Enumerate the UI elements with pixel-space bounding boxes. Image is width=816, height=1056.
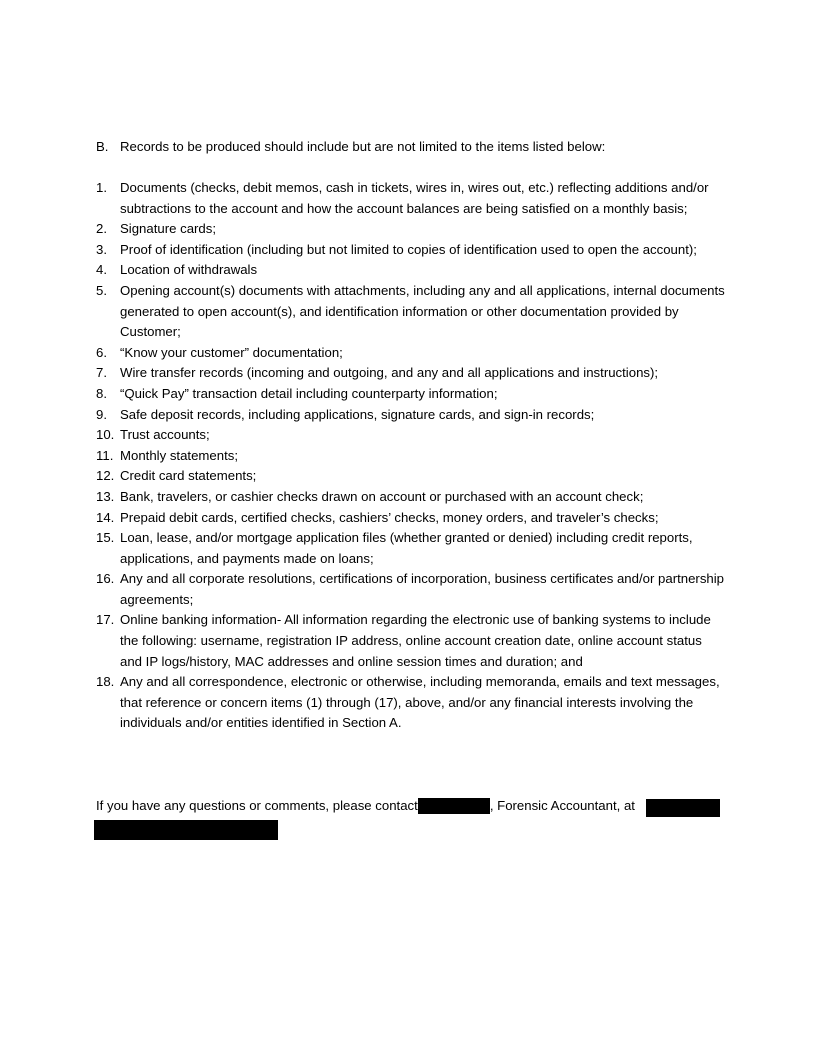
record-number: 15. bbox=[96, 530, 115, 546]
record-text: Proof of identification (including but not limited to copies of identification used to open the account); bbox=[120, 241, 697, 257]
record-item bbox=[96, 487, 726, 508]
record-text: Safe deposit records, including applications, signature cards, and sign-in records; bbox=[120, 406, 595, 422]
record-text: Opening account(s) documents with attachments, including any and all applications, internal documents generated to open account(s), and identification information or other documentation provided by Customer; bbox=[120, 282, 725, 340]
record-item bbox=[96, 260, 726, 281]
record-item bbox=[96, 508, 726, 529]
record-text: Monthly statements; bbox=[120, 447, 239, 463]
record-number: 14. bbox=[96, 509, 115, 525]
record-text: Bank, travelers, or cashier checks drawn on account or purchased with an account check; bbox=[120, 488, 644, 504]
closing-paragraph bbox=[96, 796, 736, 817]
record-number: 3. bbox=[96, 241, 107, 257]
record-number: 9. bbox=[96, 406, 107, 422]
record-number: 10. bbox=[96, 427, 115, 443]
record-item bbox=[96, 672, 726, 734]
record-item bbox=[96, 425, 726, 446]
record-item bbox=[96, 240, 726, 261]
redacted-contact-name bbox=[418, 798, 490, 814]
records-list bbox=[96, 178, 726, 734]
section-b-heading bbox=[96, 137, 726, 158]
record-item bbox=[96, 219, 726, 240]
record-text: Loan, lease, and/or mortgage application files (whether granted or denied) including credit reports, applications, and payments made on loans; bbox=[120, 530, 693, 566]
record-text: Prepaid debit cards, certified checks, cashiers’ checks, money orders, and traveler’s checks; bbox=[120, 509, 659, 525]
record-text: “Know your customer” documentation; bbox=[120, 344, 343, 360]
record-number: 16. bbox=[96, 571, 115, 587]
record-text: Trust accounts; bbox=[120, 427, 210, 443]
record-text: Location of withdrawals bbox=[120, 262, 258, 278]
record-text: Online banking information- All information regarding the electronic use of banking systems to include the following: username, registration IP address, online account creation date, online account status and IP logs/history, MAC addresses and online session times and duration; and bbox=[120, 612, 711, 669]
record-text: Any and all correspondence, electronic or otherwise, including memoranda, emails and text messages, that reference or concern items (1) through (17), above, and/or any financial interests involving the individuals and/or entities identified in Section A. bbox=[120, 674, 720, 731]
record-item bbox=[96, 343, 726, 364]
closing-prefix: If you have any questions or comments, please contact bbox=[96, 798, 418, 813]
record-number: 11. bbox=[96, 447, 114, 463]
record-item bbox=[96, 610, 726, 672]
record-item bbox=[96, 446, 726, 467]
redacted-contact-email bbox=[94, 820, 278, 840]
record-number: 18. bbox=[96, 674, 115, 690]
record-number: 8. bbox=[96, 385, 107, 401]
redacted-contact-phone bbox=[646, 799, 720, 817]
record-item bbox=[96, 405, 726, 426]
record-text: “Quick Pay” transaction detail including counterparty information; bbox=[120, 385, 498, 401]
record-number: 7. bbox=[96, 365, 107, 381]
record-number: 13. bbox=[96, 488, 115, 504]
record-item bbox=[96, 384, 726, 405]
record-text: Documents (checks, debit memos, cash in tickets, wires in, wires out, etc.) reflecting additions and/or subtractions to the account and how the account balances are being satisfied on a monthly basis; bbox=[120, 180, 709, 216]
section-b-marker: B. bbox=[96, 139, 109, 154]
record-number: 12. bbox=[96, 468, 115, 484]
record-item bbox=[96, 569, 726, 610]
record-item bbox=[96, 363, 726, 384]
record-text: Any and all corporate resolutions, certifications of incorporation, business certificates and/or partnership agreements; bbox=[120, 571, 725, 607]
record-number: 2. bbox=[96, 221, 107, 237]
record-number: 5. bbox=[96, 282, 107, 298]
record-number: 6. bbox=[96, 344, 107, 360]
closing-suffix: , Forensic Accountant, at bbox=[489, 798, 635, 813]
record-number: 1. bbox=[96, 180, 107, 195]
record-text: Credit card statements; bbox=[120, 468, 257, 484]
record-text: Wire transfer records (incoming and outgoing, and any and all applications and instructions); bbox=[120, 365, 659, 381]
record-text: Signature cards; bbox=[120, 221, 217, 237]
record-number: 17. bbox=[96, 612, 115, 628]
record-item bbox=[96, 466, 726, 487]
record-item bbox=[96, 178, 726, 219]
section-b-text: Records to be produced should include but are not limited to the items listed below: bbox=[120, 139, 606, 154]
record-item bbox=[96, 528, 726, 569]
record-item bbox=[96, 281, 726, 343]
record-number: 4. bbox=[96, 262, 107, 278]
